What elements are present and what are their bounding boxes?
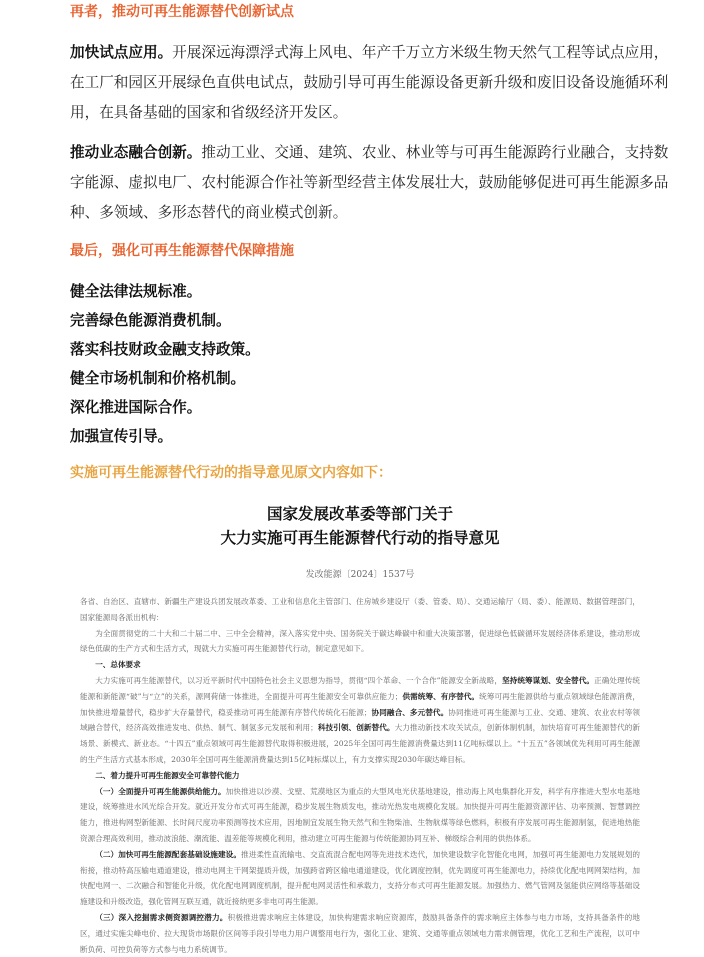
section-1-emphasis-2: 供需统筹、有序替代。	[402, 691, 480, 701]
document-number: 发改能源〔2024〕1537号	[305, 570, 415, 580]
document-body	[80, 594, 640, 957]
section-2-item-2	[80, 847, 640, 910]
section-1-text-c: 统筹可再生能源供给与重点领域绿色能源消费，加快推进增量替代，稳步扩大存量替代，稳妥推动可再生能源有序替代传统化石能源；	[80, 691, 641, 717]
business-innovation-text: 推动工业、交通、建筑、农业、林业等与可再生能源跨行业融合，支持数字能源、虚拟电厂、农村能源合作社等新型经营主体发展壮大，鼓励能够促进可再生能源多品种、多领域、多形态替代的商业模式创新。	[70, 144, 669, 221]
section-2-item-2-text: 推进柔性直流输电、交直流混合配电网等先进技术迭代，加快建设数字化智能化电网，加强可再生能源电力发展规划的衔接，推动特高压输电通道建设，推动电网主干网架提质升级，加强跨省跨区输电通道建设，优化调度控制，优先调度可再生能源电力，持续优化配电网网架结构，加快配电网一、二次融合和智能化升级，优化配电网调度机制，提升配电网灵活性和承载力，支持分布式可再生能源发展。加强热力、燃气管网及氢能供应网络等基础设施建设和升级改造，强化管网互联互通，就近接纳更多非电可再生能源。	[80, 849, 641, 907]
section-2-item-1-text: 加快推进以沙漠、戈壁、荒漠地区为重点的大型风电光伏基地建设，推动海上风电集群化开发，科学有序推进大型水电基地建设，统筹推进水风光综合开发。就近开发分布式可再生能源，稳步发展生物质发电，推动光热发电规模化发展。加快提升可再生能源资源评估、功率预测、智慧调控能力，推进构网型新能源、长时间尺度功率预测等技术应用，因地制宜发展生物天然气和生物柴油、生物航煤等绿色燃料，积极有序发展可再生能源制氢，促进地热能资源合理高效利用，推动波浪能、潮流能、温差能等规模化利用，推动建立可再生能源与传统能源协同互补、梯级综合利用的供热体系。	[80, 786, 640, 843]
section-1-text-a: 大力实施可再生能源替代，以习近平新时代中国特色社会主义思想为指导，贯彻“四个革命、一个合作”能源安全新战略，	[95, 675, 502, 685]
guarantee-heading: 最后，强化可再生能源替代保障措施	[70, 243, 294, 259]
section-1-text-d: 协同推进可再生能源与工业、交通、建筑、农业农村等领域融合替代，经济高效推进发电、供热、制气、制氢多元发展和利用；	[80, 707, 641, 733]
pilot-application-text: 开展深远海漂浮式海上风电、年产千万立方米级生物天然气工程等试点应用，在工厂和园区开展绿色直供电试点，鼓励引导可再生能源设备更新升级和废旧设备设施循环利用，在具备基础的国家和省级经济开发区。	[70, 44, 669, 121]
embedded-document	[80, 490, 640, 957]
section-2-heading: 二、着力提升可再生能源安全可靠替代能力	[95, 770, 240, 780]
paragraph-pilot-application	[70, 38, 670, 128]
section-1-emphasis-3: 协同融合、多元替代。	[371, 707, 449, 717]
section-2-item-1-title: （一）全面提升可再生能源供给能力。	[95, 786, 226, 796]
section-1-emphasis-4: 科技引领、创新替代。	[317, 723, 395, 733]
section-1-text-b: 正确处理传统能源和新能源“破”与“立”的关系，源网荷储一体推进，全面提升可再生能源安全可靠供应能力；	[80, 675, 641, 701]
document-addressees: 各省、自治区、直辖市、新疆生产建设兵团发展改革委、工业和信息化主管部门、住房城乡建设厅（委、管委、局）、交通运输厅（局、委）、能源局、数据管理部门，国家能源局各派出机构：	[80, 597, 640, 622]
section-2-item-2-title: （二）加快可再生能源配套基础设施建设。	[95, 849, 242, 859]
guarantee-item: 健全市场机制和价格机制。	[70, 370, 246, 387]
guarantee-item: 深化推进国际合作。	[70, 399, 202, 416]
section-2-item-1	[80, 784, 640, 847]
document-title-line-1: 国家发展改革委等部门关于	[266, 504, 453, 523]
guarantee-item: 落实科技财政金融支持政策。	[70, 341, 260, 358]
section-1-text-e: 大力推动新技术攻关试点，创新体制机制，加快培育可再生能源替代的新场景、新模式、新业态。“十四五”重点领域可再生能源替代取得积极进展，2025年全国可再生能源消费量达到11亿吨标煤以上。“十五五”各领域优先利用可再生能源的生产生活方式基本形成，2030年全国可再生能源消费量达到15亿吨标煤以上，有力支撑实现2030年碳达峰目标。	[80, 723, 641, 764]
business-innovation-title: 推动业态融合创新。	[70, 144, 202, 161]
section-2-item-3-title: （三）深入挖掘需求侧资源调控潜力。	[95, 912, 228, 922]
original-text-intro-heading: 实施可再生能源替代行动的指导意见原文内容如下：	[70, 465, 392, 481]
section-1-emphasis-1: 坚持统筹谋划、安全替代。	[502, 675, 595, 685]
guarantee-item: 加强宣传引导。	[70, 428, 173, 445]
section-1-body	[80, 673, 640, 768]
document-title-line-2: 大力实施可再生能源替代行动的指导意见	[220, 528, 500, 547]
paragraph-business-innovation	[70, 138, 670, 228]
guarantee-item: 健全法律法规标准。	[70, 283, 202, 300]
section-2-item-3	[80, 910, 640, 957]
section-2-item-3-text: 积极推进需求响应主体建设，加快构建需求响应资源库，鼓励具备条件的需求响应主体参与电力市场，支持具备条件的地区，通过实施尖峰电价、拉大现货市场限价区间等手段引导电力用户调整用电行为，强化工业、建筑、交通等重点领域电力需求侧管理，优化工艺和生产流程，以可中断负荷、可控负荷等方式参与电力系统调节。	[80, 912, 640, 954]
section-1-heading: 一、总体要求	[95, 660, 141, 670]
innovation-heading: 再者，推动可再生能源替代创新试点	[70, 4, 294, 20]
guarantee-item: 完善绿色能源消费机制。	[70, 312, 231, 329]
pilot-application-title: 加快试点应用。	[70, 44, 173, 61]
document-preamble: 为全面贯彻党的二十大和二十届二中、三中全会精神，深入落实党中央、国务院关于碳达峰碳中和重大决策部署，促进绿色低碳循环发展经济体系建设，推动形成绿色低碳的生产方式和生活方式，现就大力实施可再生能源替代行动，制定意见如下。	[80, 628, 640, 654]
